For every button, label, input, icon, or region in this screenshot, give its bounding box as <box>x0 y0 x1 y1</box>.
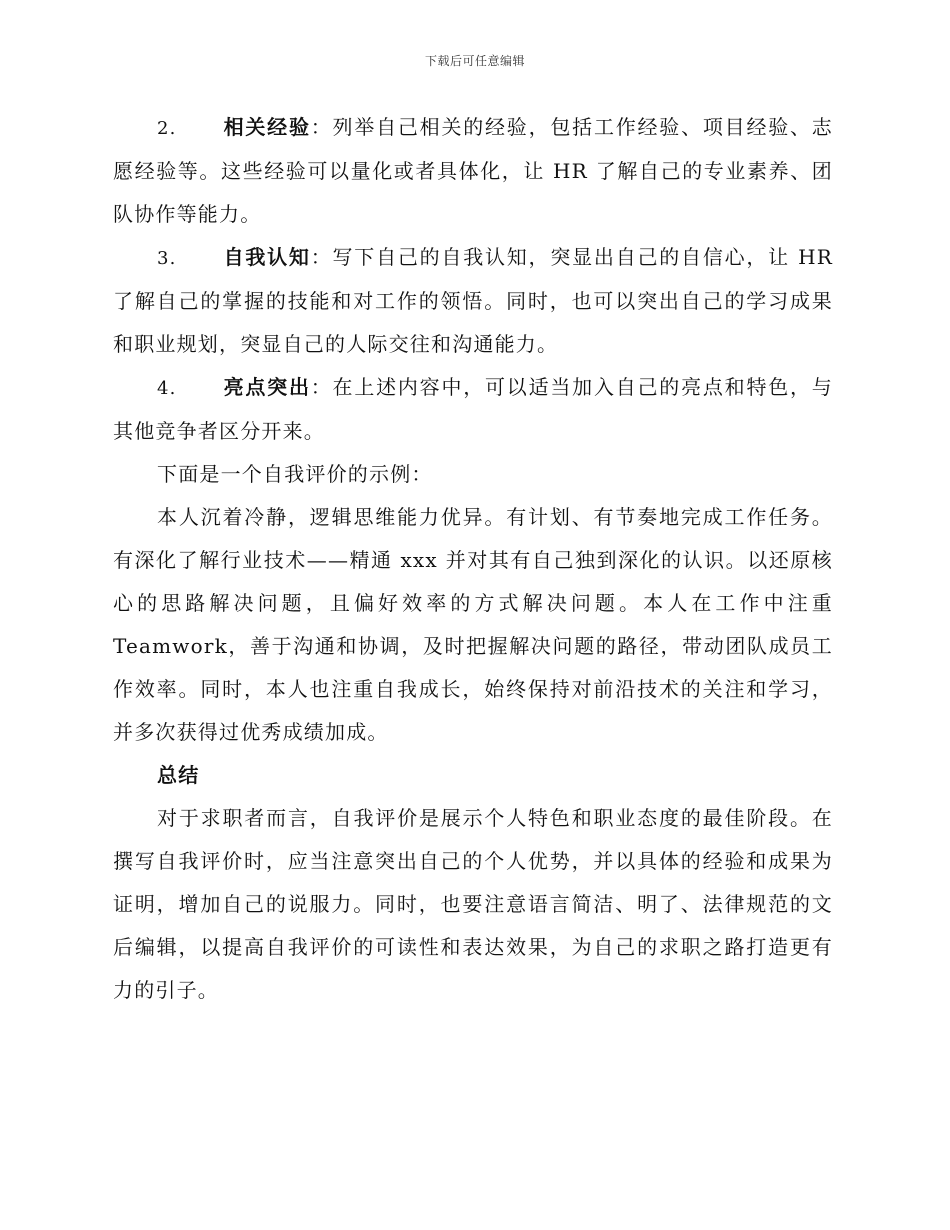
list-body: 写下自己的自我认知，突显出自己的自信心，让 HR 了解自己的掌握的技能和对工作的领悟。同时，也可以突出自己的学习成果和职业规划，突显自己的人际交往和沟通能力。 <box>113 245 833 356</box>
list-term: 自我认知 <box>223 245 311 269</box>
example-paragraph: 本人沉着冷静，逻辑思维能力优异。有计划、有节奏地完成工作任务。有深化了解行业技术——精通 xxx 并对其有自己独到深化的认识。以还原核心的思路解决问题，且偏好效率的方式解决问题。本人在工作中注重 Teamwork，善于沟通和协调，及时把握解决问题的路径，带动团队成员工作效率。同时，本人也注重自我成长，始终保持对前沿技术的关注和学习，并多次获得过优秀成绩加成。 <box>113 505 833 744</box>
list-item-self-awareness <box>113 236 833 366</box>
list-item-highlights <box>113 366 833 453</box>
list-separator: ： <box>310 115 333 139</box>
document-body <box>113 106 833 1012</box>
list-body: 列举自己相关的经验，包括工作经验、项目经验、志愿经验等。这些经验可以量化或者具体化，让 HR 了解自己的专业素养、团队协作等能力。 <box>113 115 833 226</box>
list-number: 4. <box>157 378 177 399</box>
list-number: 2. <box>157 118 177 139</box>
list-number: 3. <box>157 248 177 269</box>
page-header: 下载后可任意编辑 <box>424 54 525 68</box>
list-term: 相关经验 <box>223 115 311 139</box>
list-separator: ： <box>310 375 333 399</box>
example-intro: 下面是一个自我评价的示例： <box>157 462 433 486</box>
list-separator: ： <box>310 245 333 269</box>
list-item-related-experience <box>113 106 833 236</box>
list-term: 亮点突出 <box>223 375 311 399</box>
summary-heading: 总结 <box>157 763 200 787</box>
list-body: 在上述内容中，可以适当加入自己的亮点和特色，与其他竞争者区分开来。 <box>113 375 833 443</box>
summary-paragraph: 对于求职者而言，自我评价是展示个人特色和职业态度的最佳阶段。在撰写自我评价时，应当注意突出自己的个人优势，并以具体的经验和成果为证明，增加自己的说服力。同时，也要注意语言简洁、明了、法律规范的文后编辑，以提高自我评价的可读性和表达效果，为自己的求职之路打造更有力的引子。 <box>113 806 833 1002</box>
